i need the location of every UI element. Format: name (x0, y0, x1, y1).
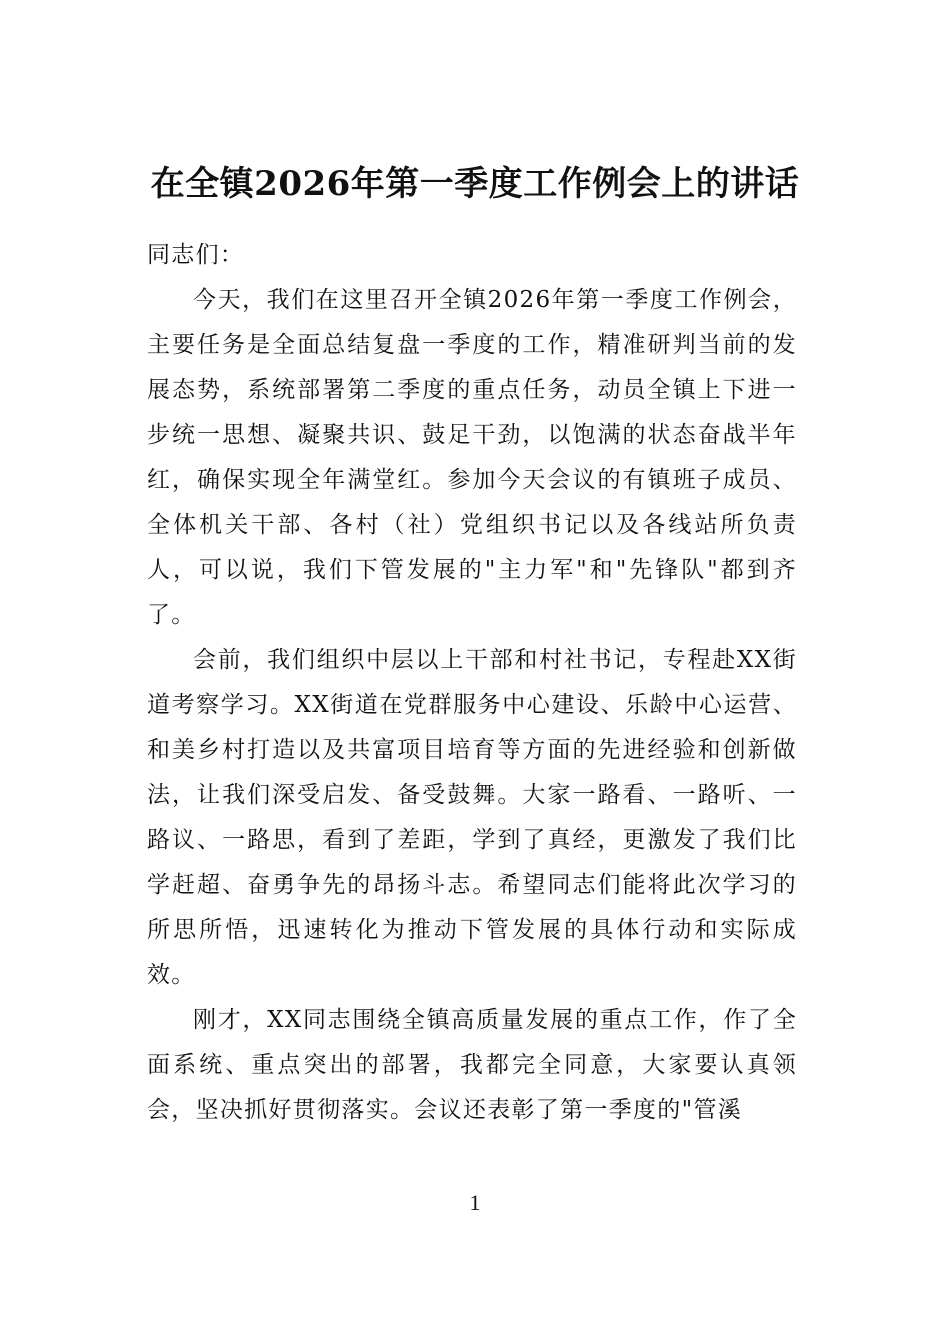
document-body (147, 233, 797, 1133)
page-number: 1 (469, 1190, 481, 1215)
salutation: 同志们： (147, 242, 245, 268)
paragraph-3: 刚才，XX同志围绕全镇高质量发展的重点工作，作了全面系统、重点突出的部署，我都完全同意，大家要认真领会，坚决抓好贯彻落实。会议还表彰了第一季度的"管溪 (147, 1007, 797, 1123)
paragraph-2: 会前，我们组织中层以上干部和村社书记，专程赴XX街道考察学习。XX街道在党群服务中心建设、乐龄中心运营、和美乡村打造以及共富项目培育等方面的先进经验和创新做法，让我们深受启发、备受鼓舞。大家一路看、一路听、一路议、一路思，看到了差距，学到了真经，更激发了我们比学赶超、奋勇争先的昂扬斗志。希望同志们能将此次学习的所思所悟，迅速转化为推动下管发展的具体行动和实际成效。 (147, 647, 797, 988)
document-title: 在全镇2026年第一季度工作例会上的讲话 (150, 164, 800, 204)
paragraph-1: 今天，我们在这里召开全镇2026年第一季度工作例会，主要任务是全面总结复盘一季度的工作，精准研判当前的发展态势，系统部署第二季度的重点任务，动员全镇上下进一步统一思想、凝聚共识、鼓足干劲，以饱满的状态奋战半年红，确保实现全年满堂红。参加今天会议的有镇班子成员、全体机关干部、各村（社）党组织书记以及各线站所负责人，可以说，我们下管发展的"主力军"和"先锋队"都到齐了。 (147, 287, 797, 628)
